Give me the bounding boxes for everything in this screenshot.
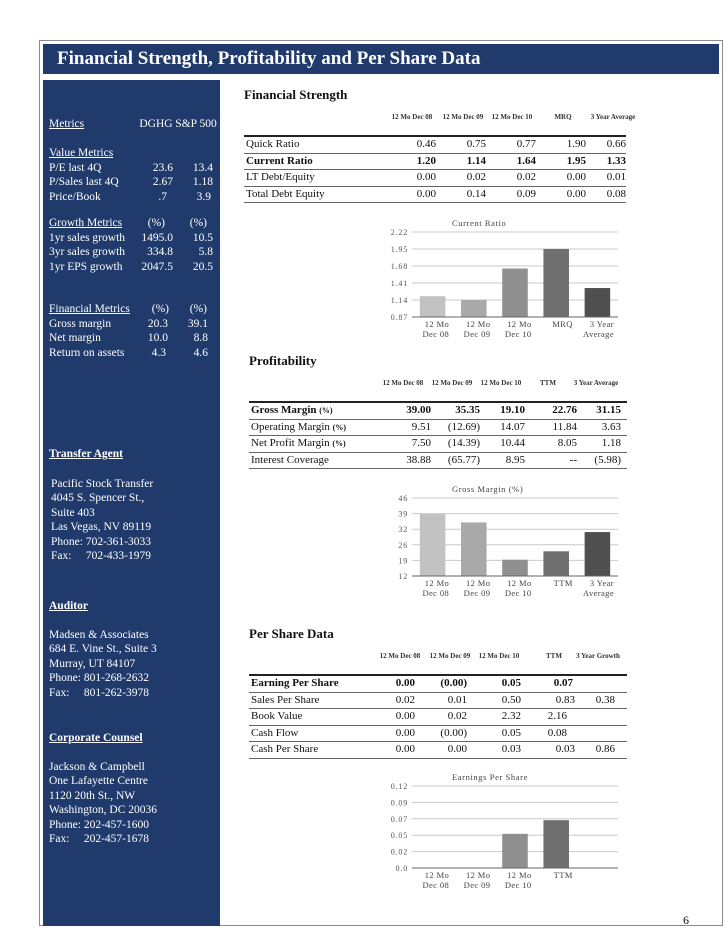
table-cell: --	[569, 453, 577, 466]
column-header: 12 Mo Dec 08	[379, 652, 421, 660]
chart-title: Current Ratio	[452, 218, 507, 228]
current-ratio-chart	[370, 216, 630, 349]
address-line: 1120 20th St., NW	[49, 789, 136, 802]
y-tick-label: 0.0	[395, 864, 408, 873]
growth-col1-unit: (%)	[147, 217, 165, 229]
x-tick-label: Dec 08	[422, 329, 450, 339]
corporate-counsel-address	[49, 760, 217, 847]
sidebar	[43, 80, 220, 926]
column-header: 3 Year Growth	[576, 652, 620, 660]
transfer-agent-address	[51, 477, 217, 564]
row-label: Earning Per Share	[251, 677, 339, 689]
metric-value: 2047.5	[141, 260, 173, 273]
bar	[543, 820, 569, 868]
growth-col2-unit: (%)	[189, 217, 207, 229]
table-cell: (14.39)	[447, 437, 480, 449]
financial-strength-table	[244, 113, 636, 203]
column-header: 3 Year Average	[590, 113, 636, 121]
metric-row	[49, 260, 217, 275]
metric-row	[49, 346, 217, 361]
x-tick-label: 12 Mo	[507, 578, 532, 588]
table-cell: 0.86	[595, 743, 615, 755]
table-cell: 22.76	[552, 404, 577, 416]
address-line: Phone: 702-361-3033	[51, 535, 151, 548]
value-metrics-title: Value Metrics	[49, 147, 114, 159]
table-cell: 1.14	[466, 154, 486, 167]
growth-metrics-block	[49, 216, 217, 274]
auditor-block	[49, 599, 217, 700]
table-row	[249, 453, 627, 470]
table-cell: 0.05	[501, 726, 521, 739]
table-cell: 1.33	[606, 154, 626, 167]
metric-row	[49, 231, 217, 246]
metric-value: 20.5	[192, 260, 213, 273]
row-label-text: Net Profit Margin	[251, 437, 330, 449]
table-cell: 7.50	[411, 437, 431, 449]
corporate-counsel-block	[49, 731, 217, 847]
address-line: 684 E. Vine St., Suite 3	[49, 643, 157, 655]
address-line: Washington, DC 20036	[49, 804, 158, 816]
x-tick-label: 12 Mo	[465, 319, 491, 329]
address-line: Phone: 202-457-1600	[49, 818, 149, 831]
auditor-title: Auditor	[49, 600, 88, 612]
table-cell: 0.00	[416, 187, 436, 200]
row-label	[251, 420, 346, 435]
metric-row	[49, 161, 217, 176]
bar	[502, 834, 528, 868]
table-row	[244, 170, 626, 187]
table-cell: 0.00	[395, 677, 415, 689]
x-tick-label: 3 Year	[589, 319, 614, 329]
row-label: Total Debt Equity	[246, 187, 325, 200]
metric-value: 334.8	[147, 246, 173, 258]
address-line: Murray, UT 84107	[49, 657, 136, 670]
address-line: Fax: 801-262-3978	[49, 686, 149, 699]
earnings-per-share-chart	[370, 770, 630, 899]
metric-label: 1yr EPS growth	[49, 260, 123, 273]
metric-label: Price/Book	[49, 190, 101, 203]
table-cell: 0.01	[606, 171, 626, 183]
x-tick-label: 12 Mo	[507, 870, 532, 880]
financial-metrics-block	[49, 302, 217, 360]
y-tick-label: 0.02	[390, 847, 408, 857]
table-cell: 0.03	[501, 743, 521, 755]
table-cell: 31.15	[596, 404, 621, 416]
row-label: Quick Ratio	[246, 138, 300, 150]
x-tick-label: Average	[583, 588, 614, 598]
metric-value: .7	[158, 190, 167, 203]
table-cell: 11.84	[552, 420, 577, 433]
table-cell: (0.00)	[440, 726, 467, 739]
column-header: 12 Mo Dec 09	[442, 113, 484, 121]
metric-label: 3yr sales growth	[49, 246, 126, 258]
metrics-header-col1: DGHG	[139, 118, 173, 130]
column-header: TTM	[540, 379, 556, 387]
column-header: 12 Mo Dec 08	[382, 379, 424, 387]
chart-title: Earnings Per Share	[452, 772, 528, 782]
address-line: Pacific Stock Transfer	[51, 477, 154, 490]
table-row	[249, 401, 627, 420]
table-cell: (5.98)	[594, 453, 621, 466]
y-tick-label: 0.09	[390, 798, 408, 808]
metric-value: 4.3	[151, 346, 166, 359]
table-cell: 2.32	[501, 710, 521, 722]
auditor-address	[49, 628, 217, 701]
column-header: 12 Mo Dec 09	[431, 379, 473, 387]
table-cell: 0.46	[416, 138, 436, 150]
bar	[543, 249, 569, 317]
table-row	[244, 135, 626, 154]
metric-value: 3.9	[196, 190, 211, 203]
table-cell: 0.00	[566, 171, 586, 183]
row-label: LT Debt/Equity	[246, 171, 315, 183]
table-cell: 0.00	[416, 171, 436, 183]
x-tick-label: 12 Mo	[424, 319, 450, 329]
table-cell: 10.44	[500, 437, 525, 449]
bar	[502, 269, 528, 317]
table-cell: 8.05	[557, 437, 577, 449]
address-line: Fax: 202-457-1678	[49, 833, 149, 845]
bar	[585, 532, 611, 576]
table-cell: 9.51	[411, 420, 431, 433]
table-cell: 8.95	[505, 453, 525, 466]
metric-value: 1.18	[192, 176, 213, 188]
y-tick-label: 32	[398, 525, 408, 535]
y-tick-label: 26	[398, 540, 408, 550]
table-header	[249, 379, 627, 401]
table-cell: 35.35	[455, 404, 480, 416]
table-cell: 39.00	[406, 404, 431, 416]
y-tick-label: 0.05	[390, 831, 408, 841]
profitability-title: Profitability	[249, 353, 317, 368]
page-number: 6	[683, 913, 689, 927]
table-header	[249, 652, 627, 674]
row-label: Sales Per Share	[251, 693, 320, 706]
bar	[502, 560, 528, 576]
metric-value: 5.8	[198, 246, 213, 258]
table-cell: 0.00	[447, 743, 467, 755]
row-label	[251, 436, 346, 451]
x-tick-label: 12 Mo	[465, 578, 491, 588]
metric-value: 8.8	[193, 332, 208, 344]
address-line: One Lafayette Centre	[49, 775, 148, 787]
table-cell: 0.01	[447, 693, 467, 706]
column-header: 12 Mo Dec 10	[478, 652, 520, 660]
table-cell: 1.90	[566, 138, 586, 150]
table-cell: 2.16	[547, 710, 567, 722]
column-header: 12 Mo Dec 10	[480, 379, 522, 387]
column-header: 3 Year Average	[573, 379, 619, 387]
table-cell: 0.08	[547, 726, 567, 739]
column-header: 12 Mo Dec 08	[391, 113, 433, 121]
metric-label: P/E last 4Q	[49, 161, 102, 174]
table-cell: 38.88	[406, 453, 431, 466]
metrics-header-label: Metrics	[49, 118, 85, 130]
metric-row	[49, 331, 217, 346]
gross-margin-chart-svg	[370, 482, 630, 604]
table-cell: 0.02	[395, 693, 415, 706]
y-tick-label: 1.41	[390, 279, 408, 288]
column-header: TTM	[546, 652, 562, 660]
bar	[461, 300, 487, 317]
x-tick-label: Dec 08	[422, 880, 450, 890]
table-cell: 0.05	[501, 677, 521, 689]
page-title: Financial Strength, Profitability and Per Share Data	[43, 44, 719, 74]
y-tick-label: 19	[398, 556, 408, 566]
y-tick-label: 2.22	[390, 228, 408, 237]
address-line: Suite 403	[51, 506, 95, 519]
bar	[543, 551, 569, 576]
growth-metrics-title: Growth Metrics	[49, 217, 123, 229]
metrics-block	[49, 117, 217, 132]
table-cell: 0.50	[501, 693, 521, 706]
x-tick-label: TTM	[553, 578, 573, 588]
table-cell: 1.64	[516, 154, 536, 167]
address-line: Jackson & Campbell	[49, 760, 145, 773]
address-line: Madsen & Associates	[49, 628, 149, 641]
address-line: Las Vegas, NV 89119	[51, 521, 152, 533]
address-line: Fax: 702-433-1979	[51, 550, 151, 562]
row-unit: (%)	[332, 422, 346, 432]
x-tick-label: Dec 09	[463, 329, 491, 339]
row-label: Interest Coverage	[251, 453, 329, 466]
table-cell: 0.83	[555, 693, 575, 706]
table-cell: 0.77	[516, 138, 536, 150]
metric-row	[49, 190, 217, 205]
table-cell: 0.00	[395, 726, 415, 739]
metric-label: Gross margin	[49, 317, 112, 330]
metric-value: 23.6	[152, 161, 173, 174]
x-tick-label: 12 Mo	[465, 870, 491, 880]
metric-row	[49, 317, 217, 332]
table-cell: 0.66	[606, 138, 626, 150]
financial-metrics-title: Financial Metrics	[49, 303, 130, 315]
y-tick-label: 1.14	[390, 296, 408, 305]
table-cell: 0.75	[466, 138, 486, 150]
x-tick-label: MRQ	[552, 319, 573, 329]
table-cell: 0.02	[447, 710, 467, 722]
table-cell: 0.08	[606, 187, 626, 200]
metric-label: P/Sales last 4Q	[49, 176, 119, 188]
table-cell: 14.07	[500, 420, 525, 433]
table-row	[249, 726, 627, 743]
table-cell: 0.07	[553, 677, 573, 689]
table-cell: 0.38	[595, 693, 615, 706]
table-cell: 0.09	[516, 187, 536, 200]
metric-value: 13.4	[192, 161, 213, 174]
metric-value: 20.3	[147, 317, 168, 330]
y-tick-label: 1.95	[390, 245, 408, 254]
x-tick-label: Dec 10	[504, 880, 532, 890]
row-label: Cash Per Share	[251, 743, 319, 755]
current-ratio-chart-svg	[370, 216, 630, 344]
table-row	[244, 154, 626, 171]
table-cell: 1.95	[566, 154, 586, 167]
y-tick-label: 0.07	[390, 814, 408, 824]
y-tick-label: 0.87	[390, 313, 408, 322]
table-cell: 0.02	[466, 171, 486, 183]
x-tick-label: Average	[583, 329, 614, 339]
column-header: 12 Mo Dec 10	[491, 113, 533, 121]
metric-value: 1495.0	[141, 231, 173, 244]
per-share-title: Per Share Data	[249, 626, 334, 641]
metric-label: 1yr sales growth	[49, 231, 126, 244]
metric-value: 10.0	[147, 332, 168, 344]
bar	[585, 288, 611, 317]
table-cell: (0.00)	[440, 677, 467, 689]
y-tick-label: 46	[398, 494, 408, 503]
table-row	[249, 674, 627, 693]
profitability-table	[249, 379, 627, 469]
table-cell: 1.20	[416, 154, 436, 167]
table-cell: 0.00	[395, 710, 415, 722]
table-cell: 0.00	[566, 187, 586, 200]
chart-title: Gross Margin (%)	[452, 484, 524, 494]
bar	[461, 522, 487, 576]
x-tick-label: 12 Mo	[424, 870, 450, 880]
bar	[420, 296, 446, 317]
metrics-header-col2: S&P 500	[175, 118, 217, 130]
row-label: Book Value	[251, 710, 303, 722]
table-row	[249, 693, 627, 710]
y-tick-label: 0.12	[390, 782, 408, 791]
value-metrics-block	[49, 146, 217, 204]
column-header: MRQ	[554, 113, 572, 121]
table-cell: (12.69)	[447, 420, 480, 433]
row-label-text: Operating Margin	[251, 420, 330, 433]
table-row	[249, 420, 627, 437]
x-tick-label: Dec 10	[504, 329, 532, 339]
table-row	[249, 742, 627, 759]
x-tick-label: Dec 09	[463, 880, 491, 890]
financial-col1-unit: (%)	[151, 303, 169, 315]
per-share-table	[249, 652, 627, 759]
x-tick-label: Dec 08	[422, 588, 450, 598]
row-label: Cash Flow	[251, 726, 299, 739]
table-cell: 0.03	[555, 743, 575, 755]
x-tick-label: 12 Mo	[424, 578, 450, 588]
earnings-per-share-chart-svg	[370, 770, 630, 894]
address-line: Phone: 801-268-2632	[49, 672, 149, 684]
y-tick-label: 1.68	[390, 262, 408, 271]
metric-value: 4.6	[193, 346, 208, 359]
corporate-counsel-title: Corporate Counsel	[49, 732, 143, 744]
metric-value: 2.67	[152, 176, 173, 188]
transfer-agent-title: Transfer Agent	[49, 448, 123, 460]
row-label	[251, 403, 333, 418]
column-header: 12 Mo Dec 09	[429, 652, 471, 660]
x-tick-label: Dec 10	[504, 588, 532, 598]
row-unit: (%)	[319, 406, 333, 415]
metric-value: 39.1	[187, 317, 208, 330]
metric-label: Net margin	[49, 332, 101, 344]
transfer-agent-block	[49, 447, 217, 564]
financial-strength-title: Financial Strength	[244, 87, 348, 102]
metric-row	[49, 245, 217, 260]
y-tick-label: 12	[398, 572, 408, 581]
table-cell: (65.77)	[447, 453, 480, 466]
metric-row	[49, 175, 217, 190]
table-cell: 19.10	[500, 404, 525, 416]
x-tick-label: 12 Mo	[507, 319, 532, 329]
bar	[420, 514, 446, 576]
table-cell: 0.00	[395, 743, 415, 755]
table-cell: 0.02	[516, 171, 536, 183]
row-label: Current Ratio	[246, 154, 313, 167]
table-cell: 3.63	[601, 420, 621, 433]
metrics-header-row	[49, 117, 217, 132]
metric-label: Return on assets	[49, 346, 125, 359]
x-tick-label: TTM	[553, 870, 573, 880]
financial-col2-unit: (%)	[189, 303, 207, 315]
x-tick-label: 3 Year	[589, 578, 614, 588]
row-label-text: Gross Margin	[251, 404, 317, 416]
table-header	[244, 113, 636, 135]
table-cell: 0.14	[466, 187, 486, 200]
row-unit: (%)	[332, 439, 346, 448]
table-row	[244, 187, 626, 204]
gross-margin-chart	[370, 482, 630, 609]
y-tick-label: 39	[398, 509, 408, 519]
table-cell: 1.18	[601, 437, 621, 449]
table-row	[249, 709, 627, 726]
table-row	[249, 436, 627, 453]
metric-value: 10.5	[192, 231, 213, 244]
x-tick-label: Dec 09	[463, 588, 491, 598]
address-line: 4045 S. Spencer St.,	[51, 492, 145, 504]
